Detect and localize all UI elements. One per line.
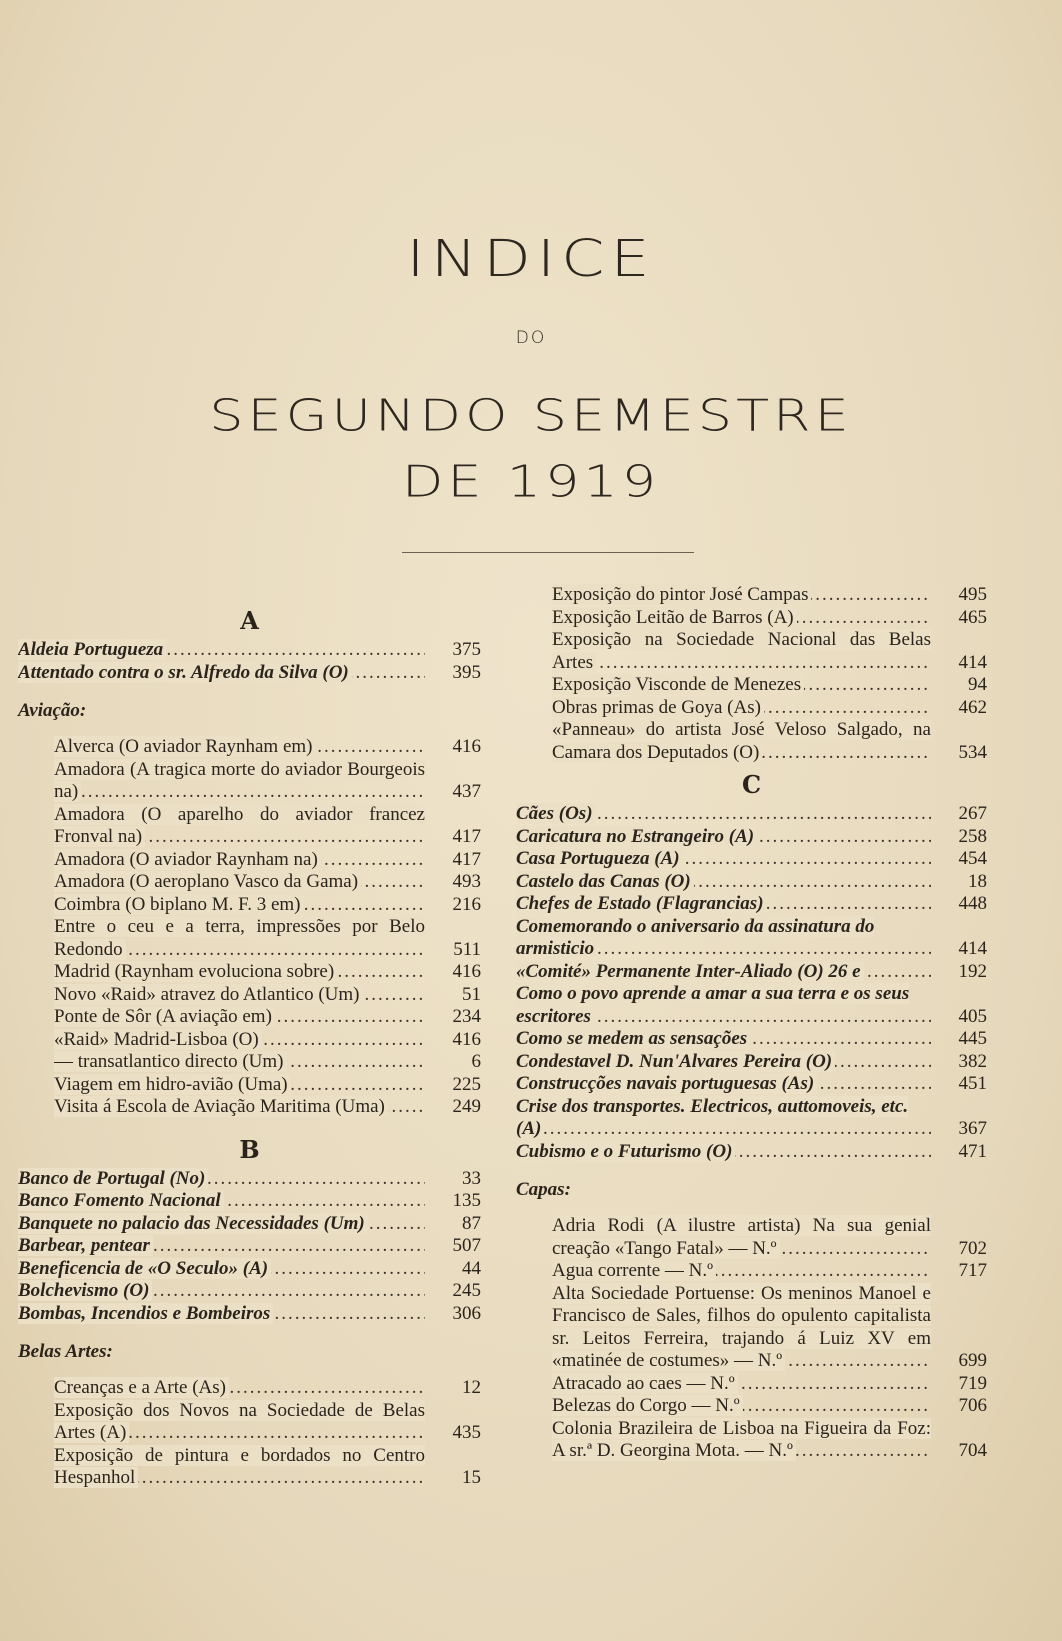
title-divider <box>402 552 694 553</box>
entry-page-number: 699 <box>958 1350 987 1371</box>
index-entry <box>516 674 987 697</box>
index-entry <box>18 1168 481 1191</box>
entry-page-number: 94 <box>968 674 987 695</box>
index-entry <box>18 1303 481 1326</box>
entry-title: Banco Fomento Nacional <box>18 1190 224 1211</box>
index-entry <box>18 1235 481 1258</box>
entry-title: Castelo das Canas (O) <box>516 871 694 892</box>
entry-title: Comemorando o aniversario da assinatura do armisticio <box>516 915 875 959</box>
entry-page-number: 417 <box>452 826 481 847</box>
entry-page-number: 216 <box>452 893 481 915</box>
entry-page-number: 445 <box>958 1028 987 1049</box>
entry-title: Novo «Raid» atravez do Atlantico (Um) <box>54 984 363 1005</box>
entry-title: Viagem em hidro-avião (Uma) <box>54 1074 291 1095</box>
entry-title: Alta Sociedade Portuense: Os meninos Manoel e Francisco de Sales, filhos do opulento capitalista sr. Leitos Ferreira, trajando á Luiz XV em «matinée de costumes» — N.º <box>552 1282 931 1371</box>
entry-page-number: 448 <box>958 893 987 914</box>
entry-page-number: 416 <box>452 961 481 982</box>
entry-page-number: 6 <box>471 1051 481 1072</box>
index-entry <box>18 1190 481 1213</box>
entry-title: Caricatura no Estrangeiro (A) <box>516 826 757 847</box>
index-entry <box>18 1445 481 1490</box>
right-column <box>516 584 987 1463</box>
subtitle-line-2: DE 1919 <box>401 456 661 507</box>
entry-title: Beneficencia de «O Seculo» (A) <box>18 1258 271 1279</box>
index-entry <box>516 916 987 961</box>
entry-title: «Comité» Permanente Inter-Aliado (O) 26 e <box>516 961 864 982</box>
entry-page-number: 33 <box>462 1167 481 1189</box>
index-entry <box>516 1395 987 1418</box>
index-entry <box>516 1418 987 1463</box>
index-entry <box>516 607 987 630</box>
entry-page-number: 702 <box>958 1237 987 1259</box>
entry-title: Exposição na Sociedade Nacional das Belas Artes <box>552 629 931 673</box>
entry-title: Adria Rodi (A ilustre artista) Na sua genial creação «Tango Fatal» — N.º <box>552 1215 931 1259</box>
entry-page-number: 451 <box>958 1073 987 1094</box>
entry-title: Exposição Leitão de Barros (A) <box>552 607 797 628</box>
index-entry <box>516 584 987 607</box>
entry-page-number: 395 <box>452 661 481 683</box>
entry-title: Exposição Visconde de Menezes <box>552 674 804 695</box>
left-column <box>18 600 481 1490</box>
index-entry <box>516 893 987 916</box>
entry-title: Colonia Brazileira de Lisboa na Figueira da Foz: A sr.ª D. Georgina Mota. — N.º <box>552 1417 931 1461</box>
entry-page-number: 245 <box>452 1280 481 1301</box>
entry-page-number: 437 <box>452 781 481 802</box>
index-list-c <box>516 803 987 1163</box>
index-entry <box>516 697 987 720</box>
index-entry <box>18 1280 481 1303</box>
entry-page-number: 225 <box>452 1073 481 1095</box>
index-entry <box>516 1051 987 1074</box>
entry-title: Exposição do pintor José Campas <box>552 584 811 605</box>
index-entry <box>18 639 481 662</box>
section-letter-a: A <box>240 606 259 635</box>
section-letter-c: C <box>741 770 762 799</box>
entry-title: Coimbra (O biplano M. F. 3 em) <box>54 894 304 915</box>
entry-title: Aldeia Portugueza <box>18 639 166 660</box>
index-entry <box>18 759 481 804</box>
index-list-aviacao <box>18 736 481 1119</box>
index-entry <box>516 1073 987 1096</box>
entry-page-number: 135 <box>452 1190 481 1211</box>
entry-title: Entre o ceu e a terra, impressões por Belo Redondo <box>54 916 425 960</box>
entry-title: Madrid (Raynham evoluciona sobre) <box>54 961 337 982</box>
entry-title: «Panneau» do artista José Veloso Salgado, na Camara dos Deputados (O) <box>552 719 931 763</box>
index-entry <box>18 1377 481 1400</box>
index-entry <box>516 848 987 871</box>
entry-page-number: 192 <box>958 960 987 982</box>
entry-page-number: 416 <box>452 1028 481 1050</box>
index-entry <box>516 961 987 984</box>
entry-page-number: 534 <box>958 741 987 763</box>
index-list-a <box>18 639 481 684</box>
entry-title: Attentado contra o sr. Alfredo da Silva (O) <box>18 662 352 683</box>
index-entry <box>516 1096 987 1141</box>
entry-page-number: 462 <box>958 696 987 718</box>
index-entry <box>516 629 987 674</box>
entry-title: Construcções navais portuguesas (As) <box>516 1073 817 1094</box>
entry-title: Amadora (O aeroplano Vasco da Gama) <box>54 871 361 892</box>
entry-page-number: 306 <box>452 1302 481 1324</box>
entry-title: Amadora (A tragica morte do aviador Bourgeois na) <box>54 758 425 802</box>
entry-page-number: 87 <box>462 1212 481 1234</box>
entry-page-number: 258 <box>958 825 987 847</box>
entry-page-number: 706 <box>958 1395 987 1416</box>
subheading-capas: Capas: <box>516 1179 571 1200</box>
index-entry <box>516 719 987 764</box>
entry-title: Banquete no palacio das Necessidades (Um) <box>18 1213 368 1234</box>
index-entry <box>18 662 481 685</box>
entry-page-number: 507 <box>452 1235 481 1256</box>
index-entry <box>516 1141 987 1164</box>
index-entry <box>18 1006 481 1029</box>
index-entry <box>516 1028 987 1051</box>
entry-page-number: 44 <box>462 1257 481 1279</box>
index-entry <box>516 803 987 826</box>
entry-title: Atracado ao caes — N.º <box>552 1373 738 1394</box>
entry-title: Bombas, Incendios e Bombeiros <box>18 1303 273 1324</box>
entry-page-number: 249 <box>452 1096 481 1117</box>
entry-title: Casa Portugueza (A) <box>516 848 683 869</box>
entry-title: Agua corrente — N.º <box>552 1260 716 1281</box>
entry-page-number: 367 <box>958 1118 987 1139</box>
index-entry <box>18 1051 481 1074</box>
entry-title: Como o povo aprende a amar a sua terra e os seus escritores <box>516 983 910 1027</box>
index-entry <box>516 1373 987 1396</box>
entry-title: Alverca (O aviador Raynham em) <box>54 736 316 757</box>
entry-title: Crise dos transportes. Electricos, auttomoveis, etc. (A) <box>516 1095 909 1139</box>
entry-page-number: 51 <box>462 983 481 1005</box>
entry-page-number: 719 <box>958 1372 987 1394</box>
index-entry <box>516 1260 987 1283</box>
index-entry <box>18 1213 481 1236</box>
entry-page-number: 717 <box>958 1260 987 1281</box>
index-entry <box>18 1258 481 1281</box>
index-list-capas <box>516 1215 987 1463</box>
index-list-b <box>18 1168 481 1326</box>
entry-title: — transatlantico directo (Um) <box>54 1051 287 1072</box>
entry-page-number: 234 <box>452 1006 481 1027</box>
index-entry <box>516 1283 987 1373</box>
entry-title: «Raid» Madrid-Lisboa (O) <box>54 1029 262 1050</box>
entry-page-number: 414 <box>958 651 987 673</box>
entry-title: Obras primas de Goya (As) <box>552 697 764 718</box>
index-entry <box>18 804 481 849</box>
entry-page-number: 375 <box>452 639 481 660</box>
entry-title: Exposição de pintura e bordados no Centro Hespanhol <box>54 1444 425 1488</box>
entry-title: Chefes de Estado (Flagrancias) <box>516 893 767 914</box>
entry-page-number: 471 <box>958 1140 987 1162</box>
entry-page-number: 454 <box>958 848 987 869</box>
entry-title: Banco de Portugal (No) <box>18 1168 208 1189</box>
entry-title: Ponte de Sôr (A aviação em) <box>54 1006 275 1027</box>
entry-title: Cães (Os) <box>516 803 596 824</box>
index-entry <box>18 984 481 1007</box>
index-list-belas-artes-cont <box>516 584 987 764</box>
entry-page-number: 18 <box>968 870 987 892</box>
index-entry <box>516 871 987 894</box>
index-entry <box>18 1096 481 1119</box>
subtitle-line-1: SEGUNDO SEMESTRE <box>209 390 853 441</box>
index-entry <box>18 736 481 759</box>
entry-page-number: 15 <box>462 1467 481 1488</box>
entry-page-number: 511 <box>453 938 481 960</box>
index-entry <box>18 871 481 894</box>
entry-title: Exposição dos Novos na Sociedade de Belas Artes (A) <box>54 1399 425 1443</box>
entry-title: Amadora (O aparelho do aviador francez Fronval na) <box>54 803 425 847</box>
entry-page-number: 417 <box>452 848 481 870</box>
entry-page-number: 493 <box>452 871 481 892</box>
index-list-belas-artes <box>18 1377 481 1490</box>
entry-title: Amadora (O aviador Raynham na) <box>54 849 321 870</box>
entry-page-number: 12 <box>462 1377 481 1398</box>
page-title: INDICE <box>406 228 656 289</box>
index-entry <box>18 894 481 917</box>
entry-page-number: 465 <box>958 606 987 628</box>
index-entry <box>18 916 481 961</box>
entry-page-number: 405 <box>958 1005 987 1027</box>
entry-page-number: 382 <box>958 1050 987 1072</box>
entry-title: Condestavel D. Nun'Alvares Pereira (O) <box>516 1051 835 1072</box>
entry-title: Belezas do Corgo — N.º <box>552 1395 743 1416</box>
entry-page-number: 495 <box>958 584 987 605</box>
entry-page-number: 416 <box>452 736 481 757</box>
subheading-belas-artes: Belas Artes: <box>18 1341 113 1362</box>
index-entry <box>18 1400 481 1445</box>
index-entry <box>516 983 987 1028</box>
entry-page-number: 704 <box>958 1440 987 1461</box>
index-entry <box>18 961 481 984</box>
title-connector: DO <box>515 328 547 348</box>
entry-title: Creanças e a Arte (As) <box>54 1377 229 1398</box>
section-letter-b: B <box>239 1134 260 1164</box>
entry-title: Visita á Escola de Aviação Maritima (Uma) <box>54 1096 388 1117</box>
entry-page-number: 435 <box>452 1422 481 1443</box>
subheading-aviacao: Aviação: <box>18 700 87 721</box>
entry-page-number: 414 <box>958 938 987 959</box>
entry-title: Bolchevismo (O) <box>18 1280 152 1301</box>
entry-title: Cubismo e o Futurismo (O) <box>516 1141 735 1162</box>
index-entry <box>516 1215 987 1260</box>
index-entry <box>516 826 987 849</box>
entry-page-number: 267 <box>958 803 987 824</box>
index-entry <box>18 849 481 872</box>
index-entry <box>18 1074 481 1097</box>
index-entry <box>18 1029 481 1052</box>
entry-title: Como se medem as sensações <box>516 1028 750 1049</box>
entry-title: Barbear, pentear <box>18 1235 153 1256</box>
